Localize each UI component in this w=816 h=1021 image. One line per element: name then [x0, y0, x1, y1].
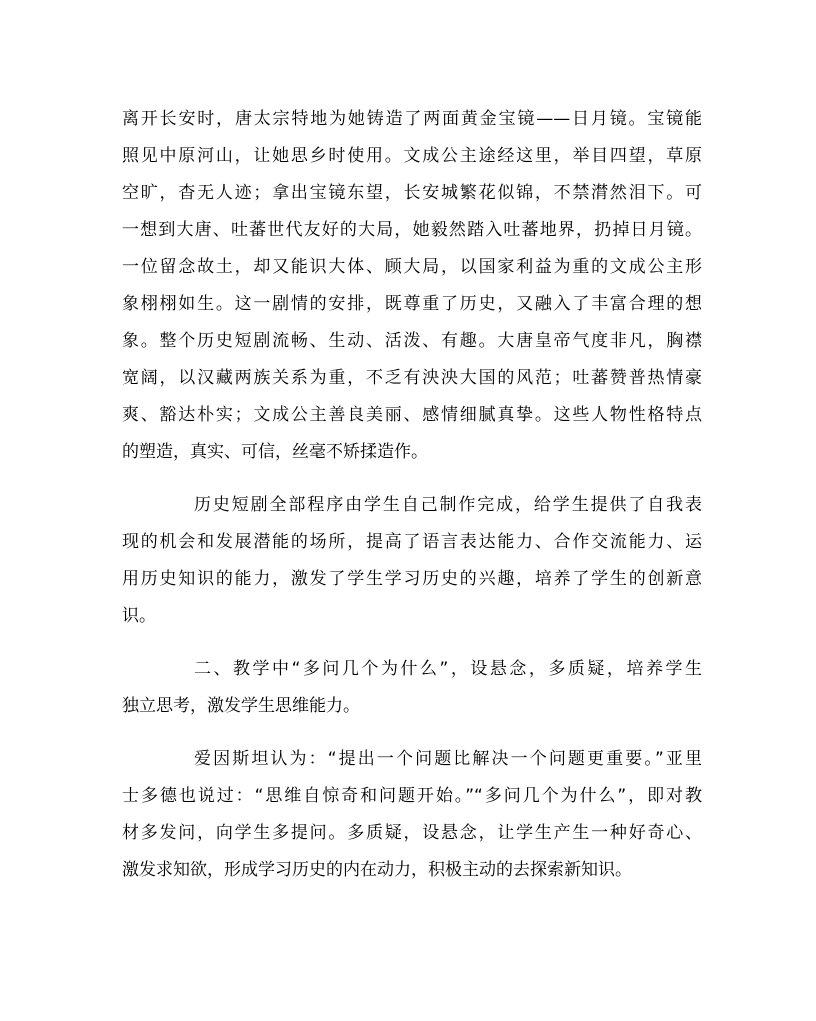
paragraph-einstein-quote [122, 741, 702, 889]
text-line: 空旷，杳无人迹；拿出宝镜东望，长安城繁花似锦，不禁潸然泪下。可 [122, 183, 702, 203]
text-line: 的塑造，真实、可信，丝毫不矫揉造作。 [122, 442, 428, 462]
paragraph-gap [122, 635, 702, 651]
text-line: 激发求知欲，形成学习历史的内在动力，积极主动的去探索新知识。 [122, 860, 632, 880]
text-line: 象。整个历史短剧流畅、生动、活泼、有趣。大唐皇帝气度非凡，胸襟 [122, 331, 702, 351]
text-line: 材多发问，向学生多提问。多质疑，设悬念，让学生产生一种好奇心、 [122, 823, 702, 843]
text-line: 象栩栩如生。这一剧情的安排，既尊重了历史，又融入了丰富合理的想 [122, 294, 702, 314]
text-line: 一位留念故土，却又能识大体、顾大局，以国家利益为重的文成公主形 [122, 257, 702, 277]
text-line: 爽、豁达朴实；文成公主善良美丽、感情细腻真挚。这些人物性格特点 [122, 405, 702, 425]
text-line: 识。 [122, 606, 156, 626]
paragraph-wencheng-story [122, 101, 702, 471]
text-line: 二、教学中“多问几个为什么”，设悬念，多质疑，培养学生 [194, 659, 702, 679]
text-line: 爱因斯坦认为：“提出一个问题比解决一个问题更重要。”亚里 [194, 749, 702, 769]
text-line: 历史短剧全部程序由学生自己制作完成，给学生提供了自我表 [194, 495, 702, 515]
text-line: 离开长安时，唐太宗特地为她铸造了两面黄金宝镜——日月镜。宝镜能 [122, 109, 702, 129]
document-body [122, 101, 702, 889]
text-line: 用历史知识的能力，激发了学生学习历史的兴趣，培养了学生的创新意 [122, 569, 702, 589]
paragraph-short-drama [122, 487, 702, 635]
text-line: 独立思考，激发学生思维能力。 [122, 696, 360, 716]
text-line: 士多德也说过：“思维自惊奇和问题开始。”“多问几个为什么”，即对教 [122, 786, 702, 806]
section-heading-two [122, 651, 702, 725]
text-line: 宽阔，以汉藏两族关系为重，不乏有泱泱大国的风范；吐蕃赞普热情豪 [122, 368, 702, 388]
paragraph-gap [122, 471, 702, 487]
text-line: 一想到大唐、吐蕃世代友好的大局，她毅然踏入吐蕃地界，扔掉日月镜。 [122, 220, 702, 240]
text-line: 现的机会和发展潜能的场所，提高了语言表达能力、合作交流能力、运 [122, 532, 702, 552]
text-line: 照见中原河山，让她思乡时使用。文成公主途经这里，举目四望，草原 [122, 146, 702, 166]
paragraph-gap [122, 725, 702, 741]
